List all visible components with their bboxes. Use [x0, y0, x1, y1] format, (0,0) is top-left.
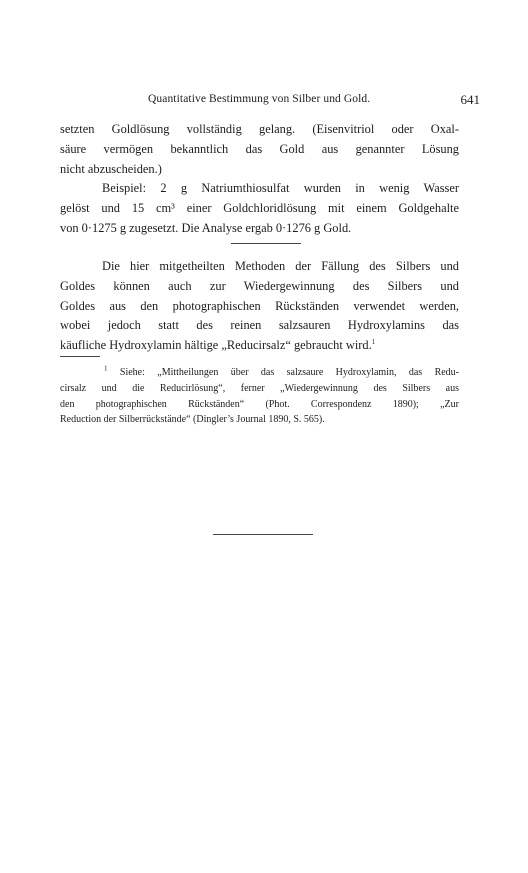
text-line: Goldes aus den photographischen Rückständen verwendet werden, — [60, 298, 459, 313]
text-line: nicht abzuscheiden.) — [60, 161, 162, 176]
text-line: Beispiel: 2 g Natriumthiosulfat wurden in wenig Wasser — [102, 181, 459, 195]
running-title: Quantitative Bestimmung von Silber und Gold. — [148, 93, 371, 105]
paragraph-continuation — [60, 120, 459, 179]
footnote-line: Reduction der Silberrückstände“ (Dingler’s Journal 1890, S. 565). — [60, 414, 325, 426]
text-line: säure vermögen bekanntlich das Gold aus genannter Lösung — [60, 141, 459, 156]
footnote-separator — [60, 356, 100, 357]
footnote — [60, 365, 459, 428]
text-line: von 0·1275 g zugesetzt. Die Analyse ergab 0·1276 g Gold. — [60, 220, 352, 235]
text-line: Die hier mitgetheilten Methoden der Fällung des Silbers und — [102, 259, 459, 273]
footnote-mark: 1 — [104, 364, 108, 373]
page-number: 641 — [460, 92, 480, 107]
paragraph-methods — [60, 257, 459, 356]
running-header — [60, 93, 480, 109]
text-line-content: käufliche Hydroxylamin hältige „Reducirsalz“ gebraucht wird. — [60, 338, 372, 353]
paragraph-example — [60, 179, 459, 238]
footnote-line — [60, 365, 459, 381]
text-line: Goldes können auch zur Wiedergewinnung des Silbers und — [60, 278, 459, 293]
text-line — [60, 336, 459, 356]
footnote-line: den photographischen Rückständen“ (Phot. Correspondenz 1890); „Zur — [60, 398, 459, 410]
footnote-line: cirsalz und die Reducirlösung“, ferner „Wiedergewinnung des Silbers aus — [60, 382, 459, 394]
text-line: setzten Goldlösung vollständig gelang. (Eisenvitriol oder Oxal- — [60, 122, 459, 136]
footnote-reference: 1 — [371, 338, 376, 347]
end-divider — [213, 534, 313, 535]
section-divider — [231, 243, 301, 244]
text-line: gelöst und 15 cm³ einer Goldchloridlösung mit einem Goldgehalte — [60, 200, 459, 215]
text-line: wobei jedoch statt des reinen salzsauren Hydroxylamins das — [60, 318, 459, 333]
footnote-text: Siehe: „Mittheilungen über das salzsaure Hydroxylamin, das Redu- — [119, 367, 460, 378]
